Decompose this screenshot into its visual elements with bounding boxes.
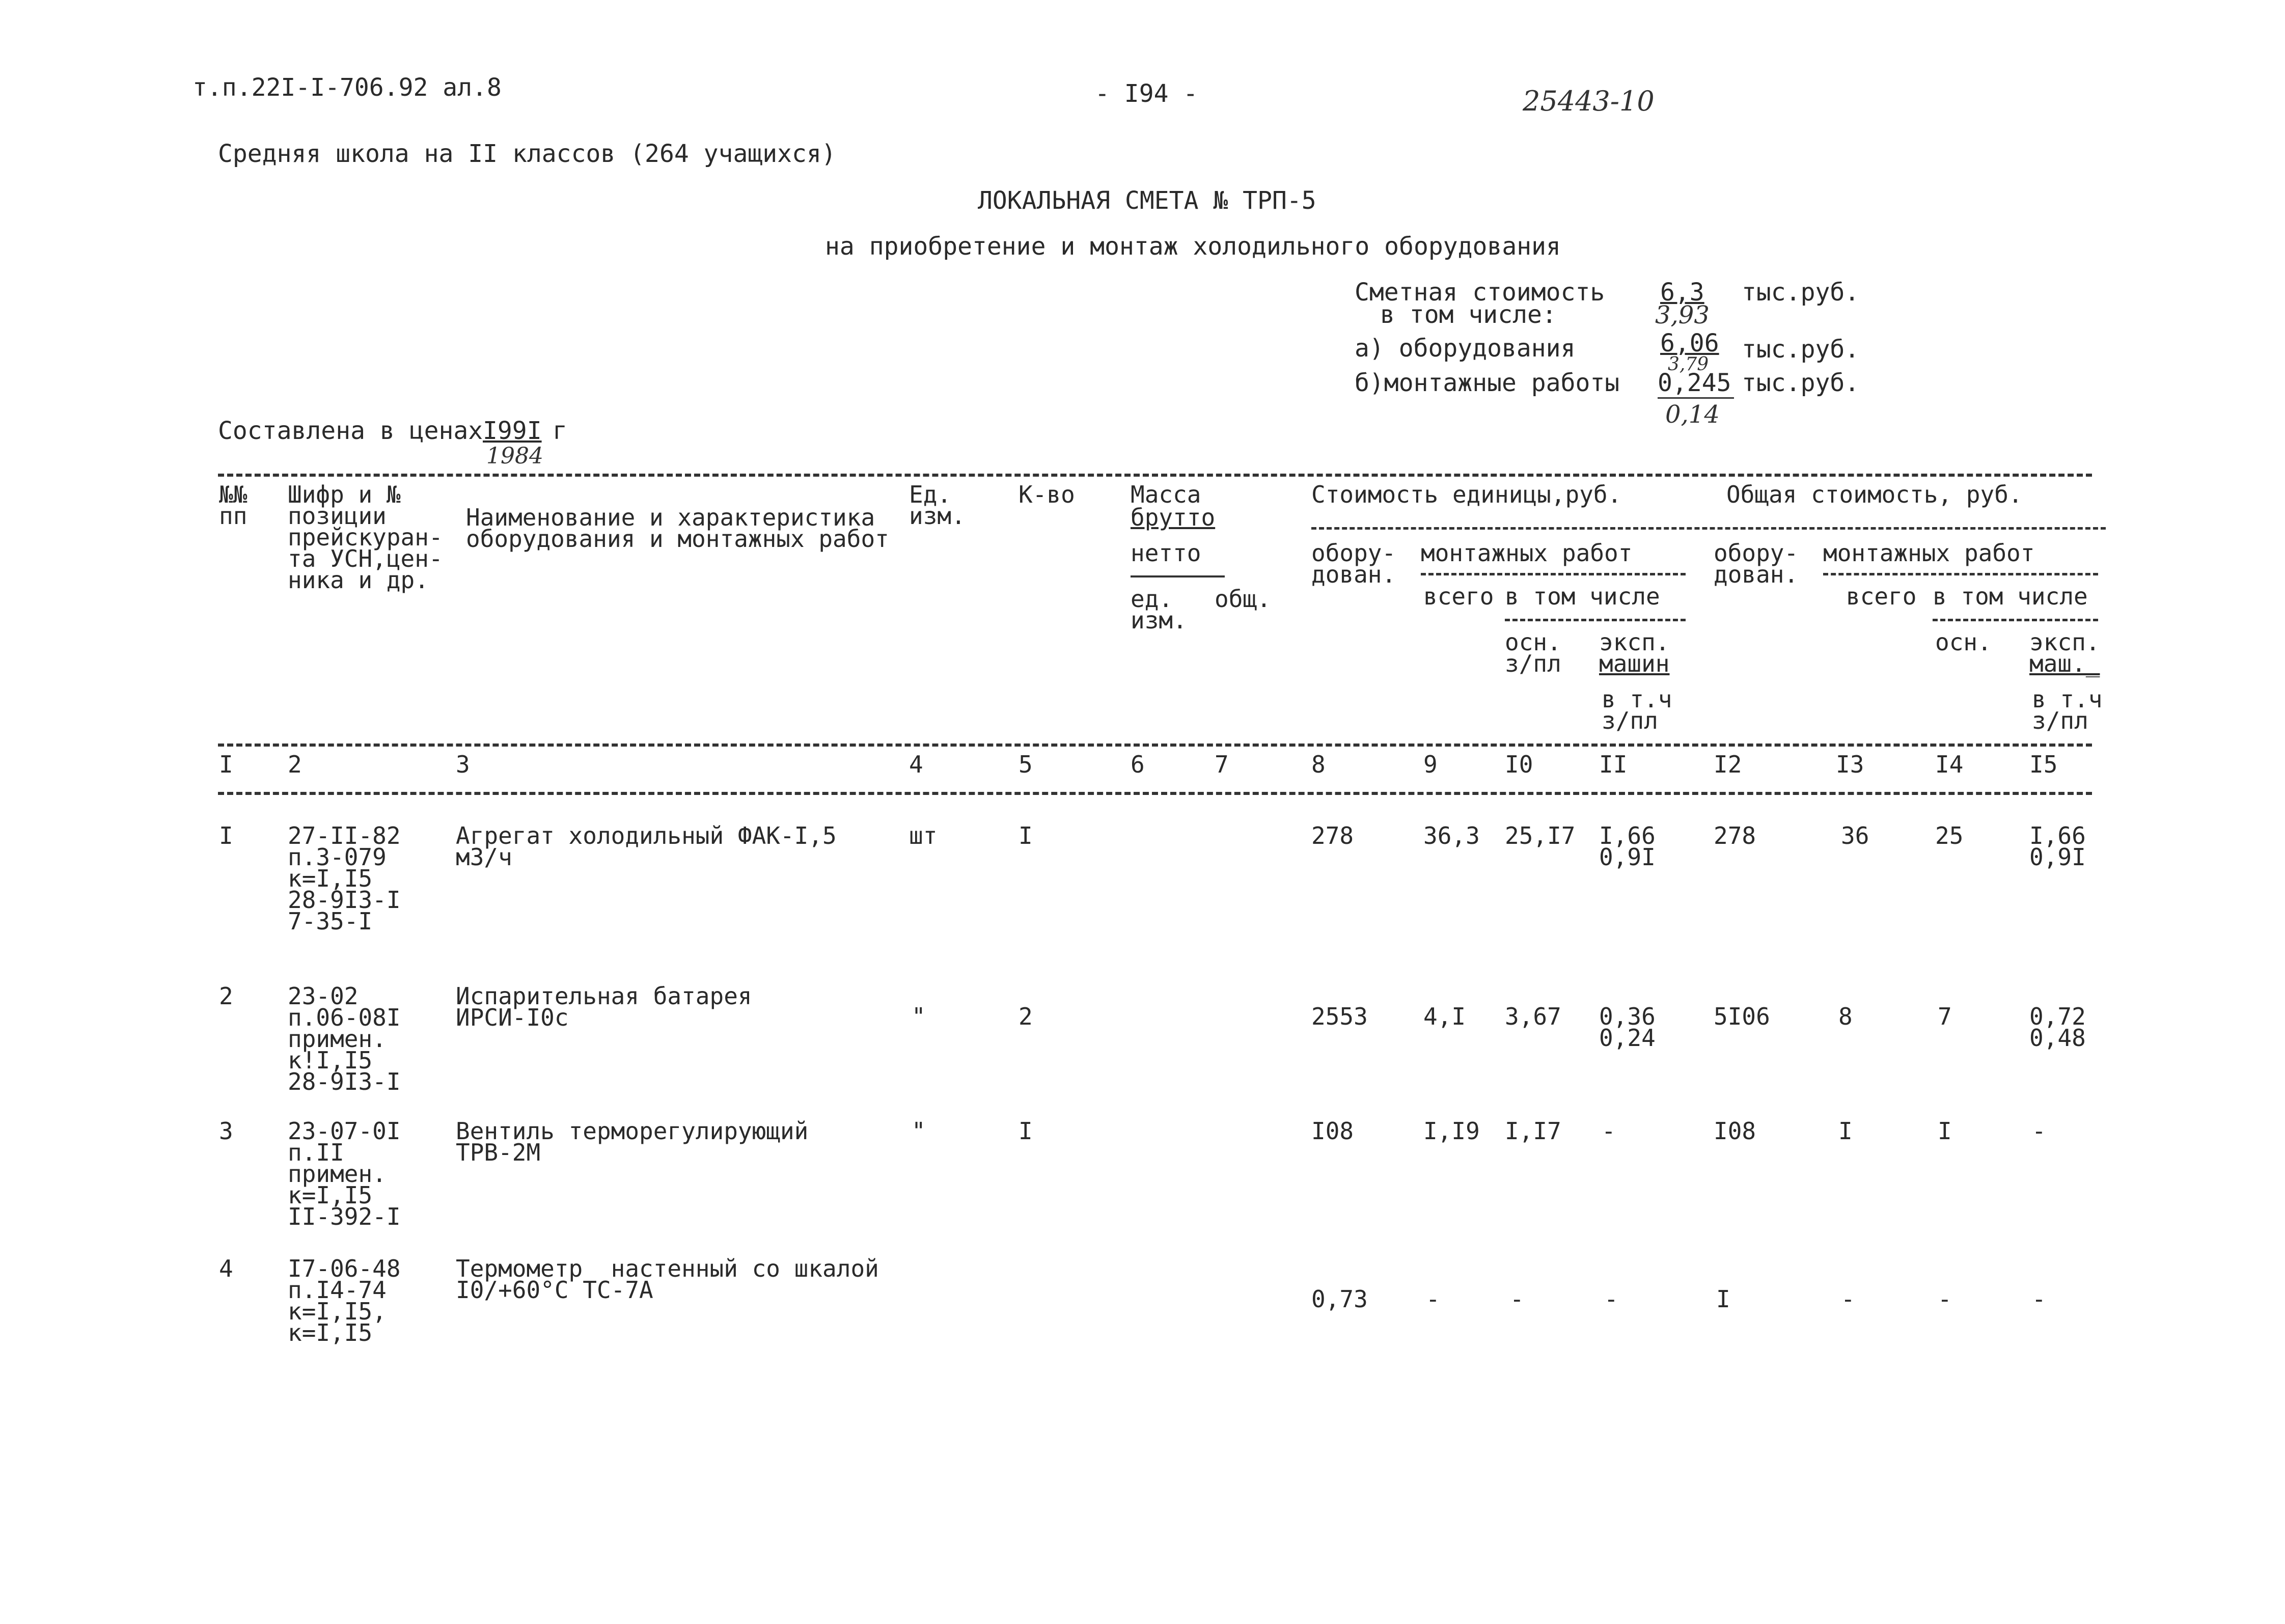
header-total-cost: Общая стоимость, руб.	[1726, 481, 2023, 508]
colnum-13: I3	[1836, 751, 1864, 778]
summary-total-unit: тыс.руб.	[1742, 278, 1860, 307]
row-unit-mount-osn: I,I7	[1505, 1117, 1561, 1145]
row-unit-mount-ekspl: 0,36 0,24	[1599, 1003, 1656, 1052]
table-header-bottom-rule	[218, 744, 2092, 747]
summary-total-value: 6,3	[1660, 278, 1704, 307]
row-total-equip: I	[1716, 1285, 1730, 1313]
row-name: Термометр настенный со шкалой I0/+60°С ТС-7А	[456, 1255, 879, 1304]
summary-mount-hand: 0,14	[1665, 400, 1720, 429]
summary-total-hand: 3,93	[1655, 301, 1710, 329]
row-unit: шт	[909, 822, 938, 849]
header-qty: К-во	[1018, 481, 1075, 508]
header-all2: всего	[1846, 583, 1917, 610]
row-code: 27-II-82 п.3-079 к=I,I5 28-9I3-I 7-35-I	[288, 822, 401, 935]
header-ekspl2: эксп.	[2029, 628, 2100, 656]
row-number: I	[219, 822, 233, 849]
header-all: всего	[1423, 583, 1494, 610]
colnum-6: 6	[1131, 751, 1145, 778]
row-name: Вентиль терморегулирующий ТРВ-2М	[456, 1117, 809, 1166]
header-mashin: машин	[1599, 650, 1670, 677]
row-unit-mount-all: 36,3	[1423, 822, 1480, 849]
row-total-mount-all: 36	[1841, 822, 1869, 849]
row-unit-mount-all: 4,I	[1423, 1003, 1466, 1030]
colnum-9: 9	[1423, 751, 1438, 778]
estimate-subtitle: на приобретение и монтаж холодильного оборудования	[825, 232, 1561, 261]
colnum-3: 3	[456, 751, 470, 778]
row-unit-mount-ekspl: I,66 0,9I	[1599, 822, 1656, 871]
colnum-2: 2	[288, 751, 302, 778]
header-incl2-rule	[1933, 619, 2098, 621]
header-mount-rule	[1421, 573, 1686, 575]
row-unit-mount-all: I,I9	[1423, 1117, 1480, 1145]
row-name: Агрегат холодильный ФАК-I,5 м3/ч	[456, 822, 837, 871]
colnum-11: II	[1599, 751, 1628, 778]
summary-equip-hand: 3,79	[1668, 354, 1709, 375]
header-unit: Ед. изм.	[909, 481, 966, 530]
prices-year-hand: 1984	[486, 443, 543, 469]
row-number: 3	[219, 1117, 233, 1145]
row-unit-equip-cost: 2553	[1311, 1003, 1368, 1030]
summary-mount-underline	[1658, 397, 1734, 399]
header-netto: нетто	[1131, 539, 1201, 567]
header-vtch2: в т.ч з/пл	[2032, 685, 2103, 734]
prices-year: I99I	[483, 417, 542, 445]
header-unit-cost: Стоимость единицы,руб.	[1311, 481, 1622, 508]
header-brutto: брутто	[1131, 504, 1216, 531]
row-total-mount-osn: 7	[1938, 1003, 1952, 1030]
row-number: 2	[219, 982, 233, 1010]
header-osn: осн. з/пл	[1505, 628, 1561, 677]
row-number: 4	[219, 1255, 233, 1282]
row-total-mount-ekspl: -	[2032, 1117, 2046, 1145]
row-name: Испарительная батарея ИРСИ-I0с	[456, 982, 752, 1031]
header-incl2: в том числе	[1933, 583, 2088, 610]
handwritten-code: 25443-10	[1523, 85, 1655, 117]
header-mount: монтажных работ	[1421, 539, 1633, 567]
row-total-mount-osn: 25	[1935, 822, 1964, 849]
row-total-mount-ekspl: 0,72 0,48	[2029, 1003, 2086, 1052]
header-mash2: маш._	[2029, 650, 2100, 677]
table-top-rule	[218, 474, 2092, 477]
header-name: Наименование и характеристика оборудования и монтажных работ	[466, 504, 889, 553]
row-unit: "	[912, 1003, 926, 1030]
colnum-12: I2	[1714, 751, 1742, 778]
estimate-title: ЛОКАЛЬНАЯ СМЕТА № ТРП-5	[978, 186, 1316, 215]
row-qty: I	[1018, 822, 1033, 849]
header-cost-rule	[1311, 527, 2106, 530]
row-code: I7-06-48 п.I4-74 к=I,I5, к=I,I5	[288, 1255, 401, 1346]
header-mass: Масса	[1131, 481, 1201, 508]
header-total-mass: общ.	[1215, 585, 1271, 613]
prices-label: Составлена в ценах	[218, 417, 483, 445]
summary-equip-unit: тыс.руб.	[1742, 335, 1860, 364]
prices-suffix: г	[553, 417, 567, 445]
header-vtch: в т.ч з/пл	[1602, 685, 1672, 734]
summary-mount-value: 0,245	[1658, 369, 1731, 397]
header-unit-mass: ед. изм.	[1131, 585, 1187, 634]
summary-mount-label: б)монтажные работы	[1355, 369, 1620, 397]
row-code: 23-02 п.06-08I примен. к!I,I5 28-9I3-I	[288, 982, 401, 1095]
row-qty: I	[1018, 1117, 1033, 1145]
row-code: 23-07-0I п.II примен. к=I,I5 II-392-I	[288, 1117, 401, 1230]
row-total-mount-all: 8	[1838, 1003, 1853, 1030]
row-total-mount-osn: -	[1938, 1285, 1952, 1313]
header-pp: №№ пп	[219, 481, 247, 530]
row-total-equip: 5I06	[1714, 1003, 1770, 1030]
header-netto-rule	[1131, 575, 1225, 577]
table-colnum-rule	[218, 792, 2092, 795]
row-qty: 2	[1018, 1003, 1033, 1030]
row-unit-equip-cost: 278	[1311, 822, 1354, 849]
row-total-mount-ekspl: I,66 0,9I	[2029, 822, 2086, 871]
colnum-7: 7	[1215, 751, 1229, 778]
row-unit-mount-all: -	[1426, 1285, 1440, 1313]
row-total-equip: I08	[1714, 1117, 1756, 1145]
colnum-5: 5	[1018, 751, 1033, 778]
row-unit-mount-ekspl: -	[1602, 1117, 1616, 1145]
row-total-mount-all: -	[1841, 1285, 1855, 1313]
header-equip: обору- дован.	[1311, 539, 1396, 588]
row-total-mount-osn: I	[1938, 1117, 1952, 1145]
row-total-mount-ekspl: -	[2032, 1285, 2046, 1313]
header-code: Шифр и № позиции прейскуран- та УСН,цен- ника и др.	[288, 481, 443, 594]
header-incl: в том числе	[1505, 583, 1660, 610]
row-unit-mount-ekspl: -	[1604, 1285, 1618, 1313]
row-unit: "	[912, 1117, 926, 1145]
row-total-mount-all: I	[1838, 1117, 1853, 1145]
header-incl-rule	[1505, 619, 1686, 621]
summary-mount-unit: тыс.руб.	[1742, 369, 1860, 397]
summary-cost-label: Сметная стоимость	[1355, 278, 1605, 307]
header-equip2: обору- дован.	[1714, 539, 1799, 588]
summary-equip-value: 6,06	[1660, 329, 1719, 357]
colnum-14: I4	[1935, 751, 1964, 778]
document-ref: т.п.22I-I-706.92 ал.8	[192, 73, 502, 102]
colnum-10: I0	[1505, 751, 1533, 778]
summary-equip-label: а) оборудования	[1355, 334, 1576, 363]
colnum-4: 4	[909, 751, 923, 778]
header-osn2: осн.	[1935, 628, 1992, 656]
summary-incl-label: в том числе:	[1380, 300, 1557, 329]
row-unit-mount-osn: 3,67	[1505, 1003, 1561, 1030]
row-unit-equip-cost: 0,73	[1311, 1285, 1368, 1313]
header-ekspl: эксп.	[1599, 628, 1670, 656]
header-mount2: монтажных работ	[1823, 539, 2035, 567]
colnum-15: I5	[2029, 751, 2058, 778]
colnum-1: I	[219, 751, 233, 778]
school-description: Средняя школа на II классов (264 учащихся)	[218, 140, 836, 168]
page-number: - I94 -	[1095, 79, 1198, 108]
row-unit-mount-osn: 25,I7	[1505, 822, 1576, 849]
row-total-equip: 278	[1714, 822, 1756, 849]
row-unit-equip-cost: I08	[1311, 1117, 1354, 1145]
row-unit-mount-osn: -	[1510, 1285, 1524, 1313]
header-mount2-rule	[1823, 573, 2098, 575]
colnum-8: 8	[1311, 751, 1326, 778]
